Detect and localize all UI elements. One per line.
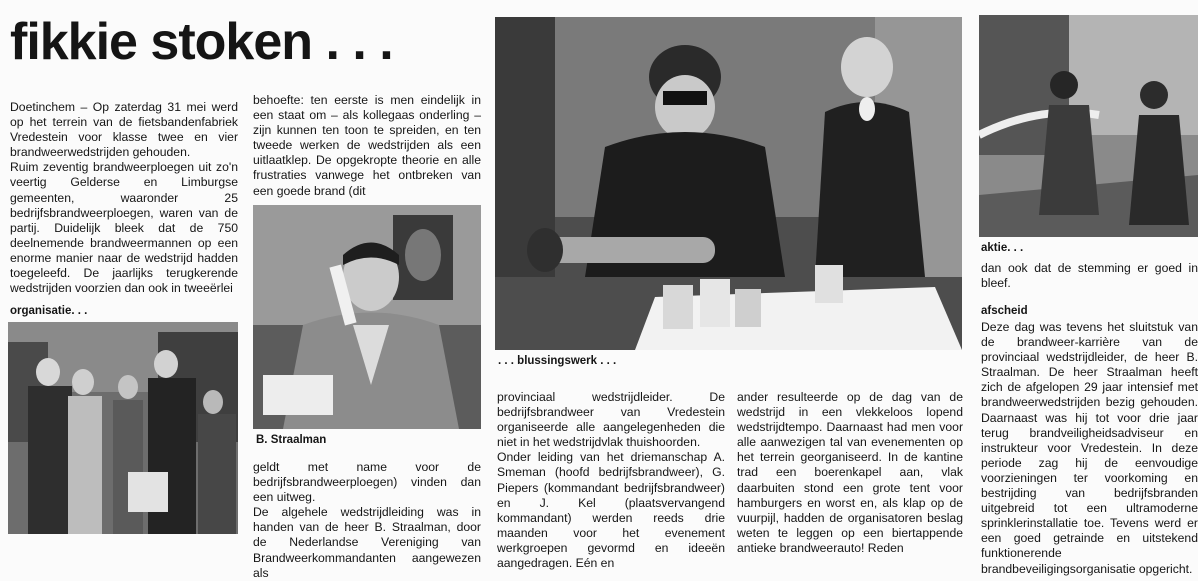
subhead-organisatie: organisatie. . . [10,305,88,317]
photo-straalman-telephone [253,205,481,429]
column-1-text [10,100,238,296]
article-paragraph: geldt met name voor de bedrijfsbrandweerploegen) vinden dan een uitweg. [253,460,481,505]
caption-straalman: B. Straalman [256,434,327,446]
article-paragraph: dan ook dat de stemming er goed in bleef. [981,261,1198,291]
column-3-text [497,390,725,571]
column-2-bottom-text [253,460,481,581]
article-paragraph: behoefte: ten eerste is men eindelijk in een staat om – als kollegaas onderling – zijn kunnen ten toon te spreiden, en ten tweede werken de wedstrijden als een uitlaatklep. De opgekropte theorie en alle frustraties vanwege het ontbreken van een goede brand (dit [253,93,481,198]
photo-firefighters-action [979,15,1198,237]
column-5-text [981,320,1198,577]
article-paragraph: Deze dag was tevens het sluitstuk van de brandweer-karrière van de provinciaal wedstrijdleider, de heer B. Straalman. De heer Straalman heeft zich de afgelopen 29 jaar intensief met brandweerwedstrijden bezig gehouden. Daarnaast was hij tot voor drie jaar terug brandveiligheidsadviseur en instrukteur voor Vredestein. In deze periode zag hij de eenvoudige voorzieningen ter voorkoming en bestrijding van bedrijfsbranden uitgebreid tot een ultramoderne sprinklerinstallatie toe. Tevens werd er een goed getrainde en uitstekend funktionerende brandbeveiligingsorganisatie opgericht. [981,320,1198,576]
article-paragraph: Onder leiding van het driemanschap A. Smeman (hoofd bedrijfsbrandweer), G. Piepers (kommandant bedrijfsbrandweer) en J. Kel (plaatsvervangend kommandant) werden reeds drie maanden voor het evenement werkgroepen gevormd en ideeën aangedragen. Eén en [497,450,725,571]
column-5-top-text [981,261,1198,291]
caption-blussingswerk: . . . blussingswerk . . . [498,355,617,367]
article-paragraph: provinciaal wedstrijdleider. De bedrijfsbrandweer van Vredestein organiseerde alle aangelegenheden die niet in het wedstrijdvlak thuishoorden. [497,390,725,450]
subhead-afscheid: afscheid [981,305,1028,317]
article-paragraph: De algehele wedstrijdleiding was in handen van de heer B. Straalman, door de Nederlandse Vereniging van Brandweerkommandanten aangewezen als [253,505,481,580]
photo-group-of-men [8,322,238,534]
column-2-top-text [253,93,481,199]
column-4-text [737,390,963,556]
headline: fikkie stoken . . . [10,13,393,71]
article-paragraph: Ruim zeventig brandweerploegen uit zo'n veertig Gelderse en Limburgse gemeenten, waaronder 25 bedrijfsbrandweerploegen, waren van de partij. Duidelijk bleek dat de 750 deelnemende brandweermannen op een enorme manier naar de wedstrijd hadden toegeleefd. De jaarlijks terugkerende wedstrijden voorzien dan ook in tweeërlei [10,160,238,296]
caption-aktie: aktie. . . [981,242,1024,254]
article-paragraph: ander resulteerde op de dag van de wedstrijd in een vlekkeloos lopend wedstrijdtempo. Daarnaast had men voor alle aanwezigen tal van evenementen op het terrein georganiseerd. In de kantine trad een boerenkapel aan, vlak daarbuiten stond een grote tent voor hamburgers en worst en, als klap op de vuurpijl, hadden de organisatoren beslag weten te leggen op een biertappende antieke brandweerauto! Reden [737,390,963,555]
article-intro: Doetinchem – Op zaterdag 31 mei werd op het terrein van de fietsbandenfabriek Vredestein voor klasse twee en vier brandweerwedstrijden gehouden. [10,100,238,160]
photo-firemen-tapping-beer [495,17,962,350]
